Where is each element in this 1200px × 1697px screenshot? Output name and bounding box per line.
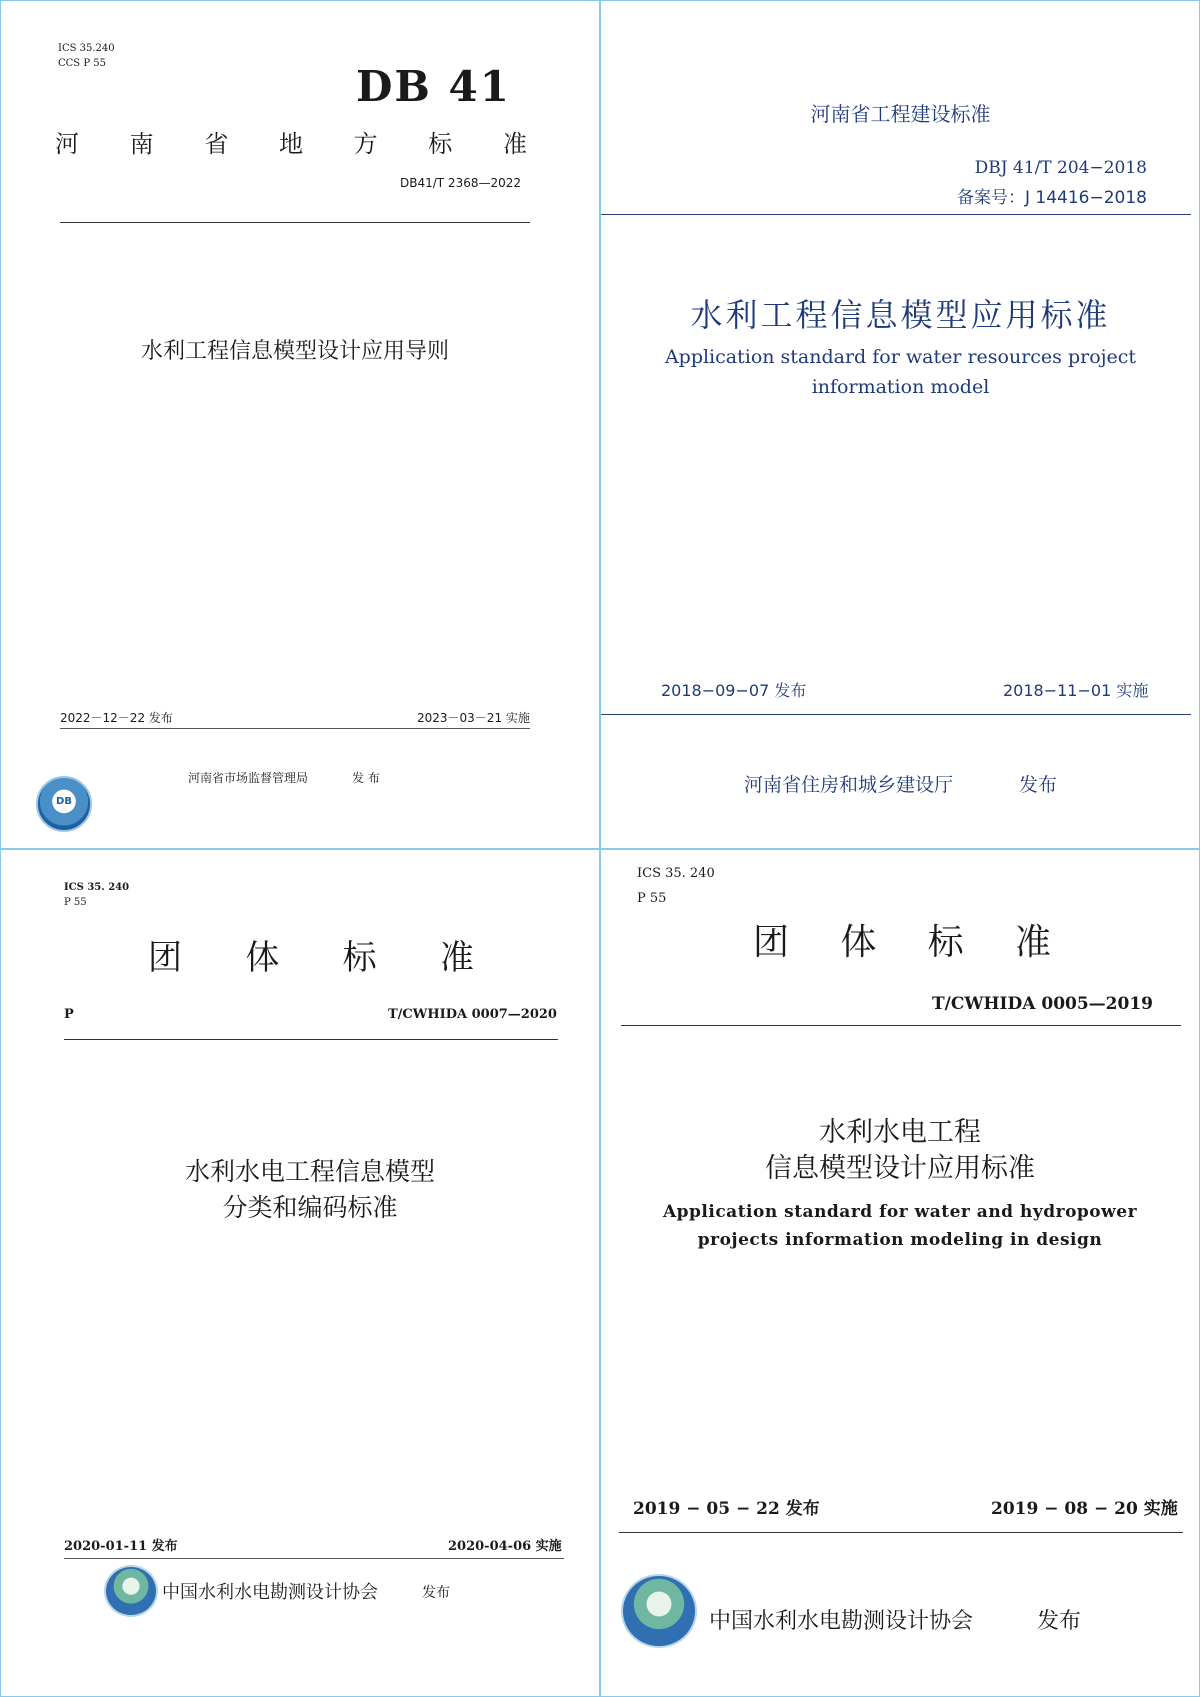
implementation-date: 2023－03－21 实施 bbox=[417, 711, 530, 725]
heading-char: 标 bbox=[342, 938, 377, 978]
cover-db41-guideline bbox=[0, 0, 599, 848]
document-title-en-line1: Application standard for water resources project bbox=[664, 346, 1137, 368]
org-char: 方 bbox=[353, 130, 378, 158]
implementation-date: 2019 − 08 − 20 实施 bbox=[991, 1499, 1178, 1519]
implementation-date: 2018−11−01 实施 bbox=[1003, 681, 1149, 700]
document-title-line2: 信息模型设计应用标准 bbox=[765, 1153, 1035, 1184]
org-char: 地 bbox=[278, 130, 303, 158]
org-char: 省 bbox=[204, 130, 229, 158]
footer-rule bbox=[64, 1558, 564, 1559]
ccs-code: P 55 bbox=[637, 891, 667, 906]
cover-tcwhida-0007 bbox=[0, 850, 599, 1697]
db41-logo-text: DB 41 bbox=[356, 62, 511, 111]
document-title-en-line2: information model bbox=[811, 376, 990, 398]
header-rule bbox=[64, 1039, 558, 1040]
heading-char: 标 bbox=[927, 922, 964, 963]
cover-tcwhida-0005 bbox=[601, 850, 1200, 1697]
document-title-line1: 水利水电工程 bbox=[819, 1117, 981, 1148]
cover-dbj41-standard bbox=[601, 0, 1200, 848]
publisher-name: 中国水利水电勘测设计协会 bbox=[709, 1609, 974, 1634]
footer-rule bbox=[601, 714, 1191, 715]
standard-number: DBJ 41/T 204−2018 bbox=[974, 158, 1147, 178]
publisher-name: 河南省住房和城乡建设厅 bbox=[744, 774, 954, 796]
ics-code: ICS 35.240 bbox=[58, 43, 115, 54]
header-rule bbox=[621, 1025, 1181, 1026]
ccs-code: P 55 bbox=[64, 897, 87, 908]
heading-char: 体 bbox=[245, 938, 280, 978]
publisher-action: 发布 bbox=[422, 1585, 450, 1601]
db-seal-logo: DB bbox=[36, 776, 92, 832]
org-char: 标 bbox=[428, 130, 453, 158]
header-rule bbox=[60, 222, 530, 223]
org-title-spaced bbox=[55, 124, 527, 159]
group-standard-heading bbox=[148, 930, 474, 979]
heading-char: 团 bbox=[753, 922, 790, 963]
standard-number: DB41/T 2368—2022 bbox=[400, 176, 522, 190]
org-char: 准 bbox=[502, 130, 527, 158]
heading-char: 体 bbox=[840, 922, 877, 963]
publisher-action: 发 布 bbox=[352, 771, 380, 785]
publish-date: 2019 − 05 − 22 发布 bbox=[633, 1499, 820, 1519]
org-char: 河 bbox=[55, 130, 79, 158]
header-rule bbox=[601, 214, 1191, 215]
association-seal-logo bbox=[621, 1574, 697, 1648]
record-number: 备案号：J 14416−2018 bbox=[956, 188, 1147, 208]
ics-code: ICS 35. 240 bbox=[637, 866, 715, 881]
ics-code: ICS 35. 240 bbox=[64, 882, 130, 893]
heading-char: 团 bbox=[148, 938, 182, 978]
org-char: 南 bbox=[129, 130, 154, 158]
ccs-code: CCS P 55 bbox=[58, 58, 106, 69]
category-code: P bbox=[64, 1007, 74, 1022]
group-standard-heading bbox=[753, 914, 1051, 965]
document-title: 水利工程信息模型设计应用导则 bbox=[140, 339, 449, 364]
heading-char: 准 bbox=[439, 938, 474, 978]
standard-number: T/CWHIDA 0007—2020 bbox=[388, 1007, 557, 1022]
footer-rule bbox=[60, 728, 530, 729]
document-title-en-line2: projects information modeling in design bbox=[697, 1230, 1103, 1250]
document-title-en-line1: Application standard for water and hydropower bbox=[662, 1202, 1138, 1222]
publish-date: 2022－12－22 发布 bbox=[60, 711, 173, 725]
association-seal-logo bbox=[104, 1565, 158, 1617]
document-title-line2: 分类和编码标准 bbox=[222, 1193, 398, 1222]
document-title-line1: 水利水电工程信息模型 bbox=[184, 1157, 435, 1186]
footer-rule bbox=[619, 1532, 1183, 1533]
publisher-name: 中国水利水电勘测设计协会 bbox=[162, 1582, 378, 1603]
publish-date: 2020-01-11 发布 bbox=[64, 1539, 178, 1554]
publish-date: 2018−09−07 发布 bbox=[661, 681, 807, 700]
heading-char: 准 bbox=[1014, 922, 1051, 963]
document-title-cn: 水利工程信息模型应用标准 bbox=[690, 296, 1111, 334]
standard-number: T/CWHIDA 0005—2019 bbox=[932, 994, 1153, 1014]
provincial-standard-header: 河南省工程建设标准 bbox=[810, 102, 991, 126]
publisher-action: 发布 bbox=[1019, 774, 1058, 796]
publisher-action: 发布 bbox=[1037, 1609, 1082, 1634]
implementation-date: 2020-04-06 实施 bbox=[448, 1539, 562, 1554]
publisher-name: 河南省市场监督管理局 bbox=[188, 771, 309, 785]
